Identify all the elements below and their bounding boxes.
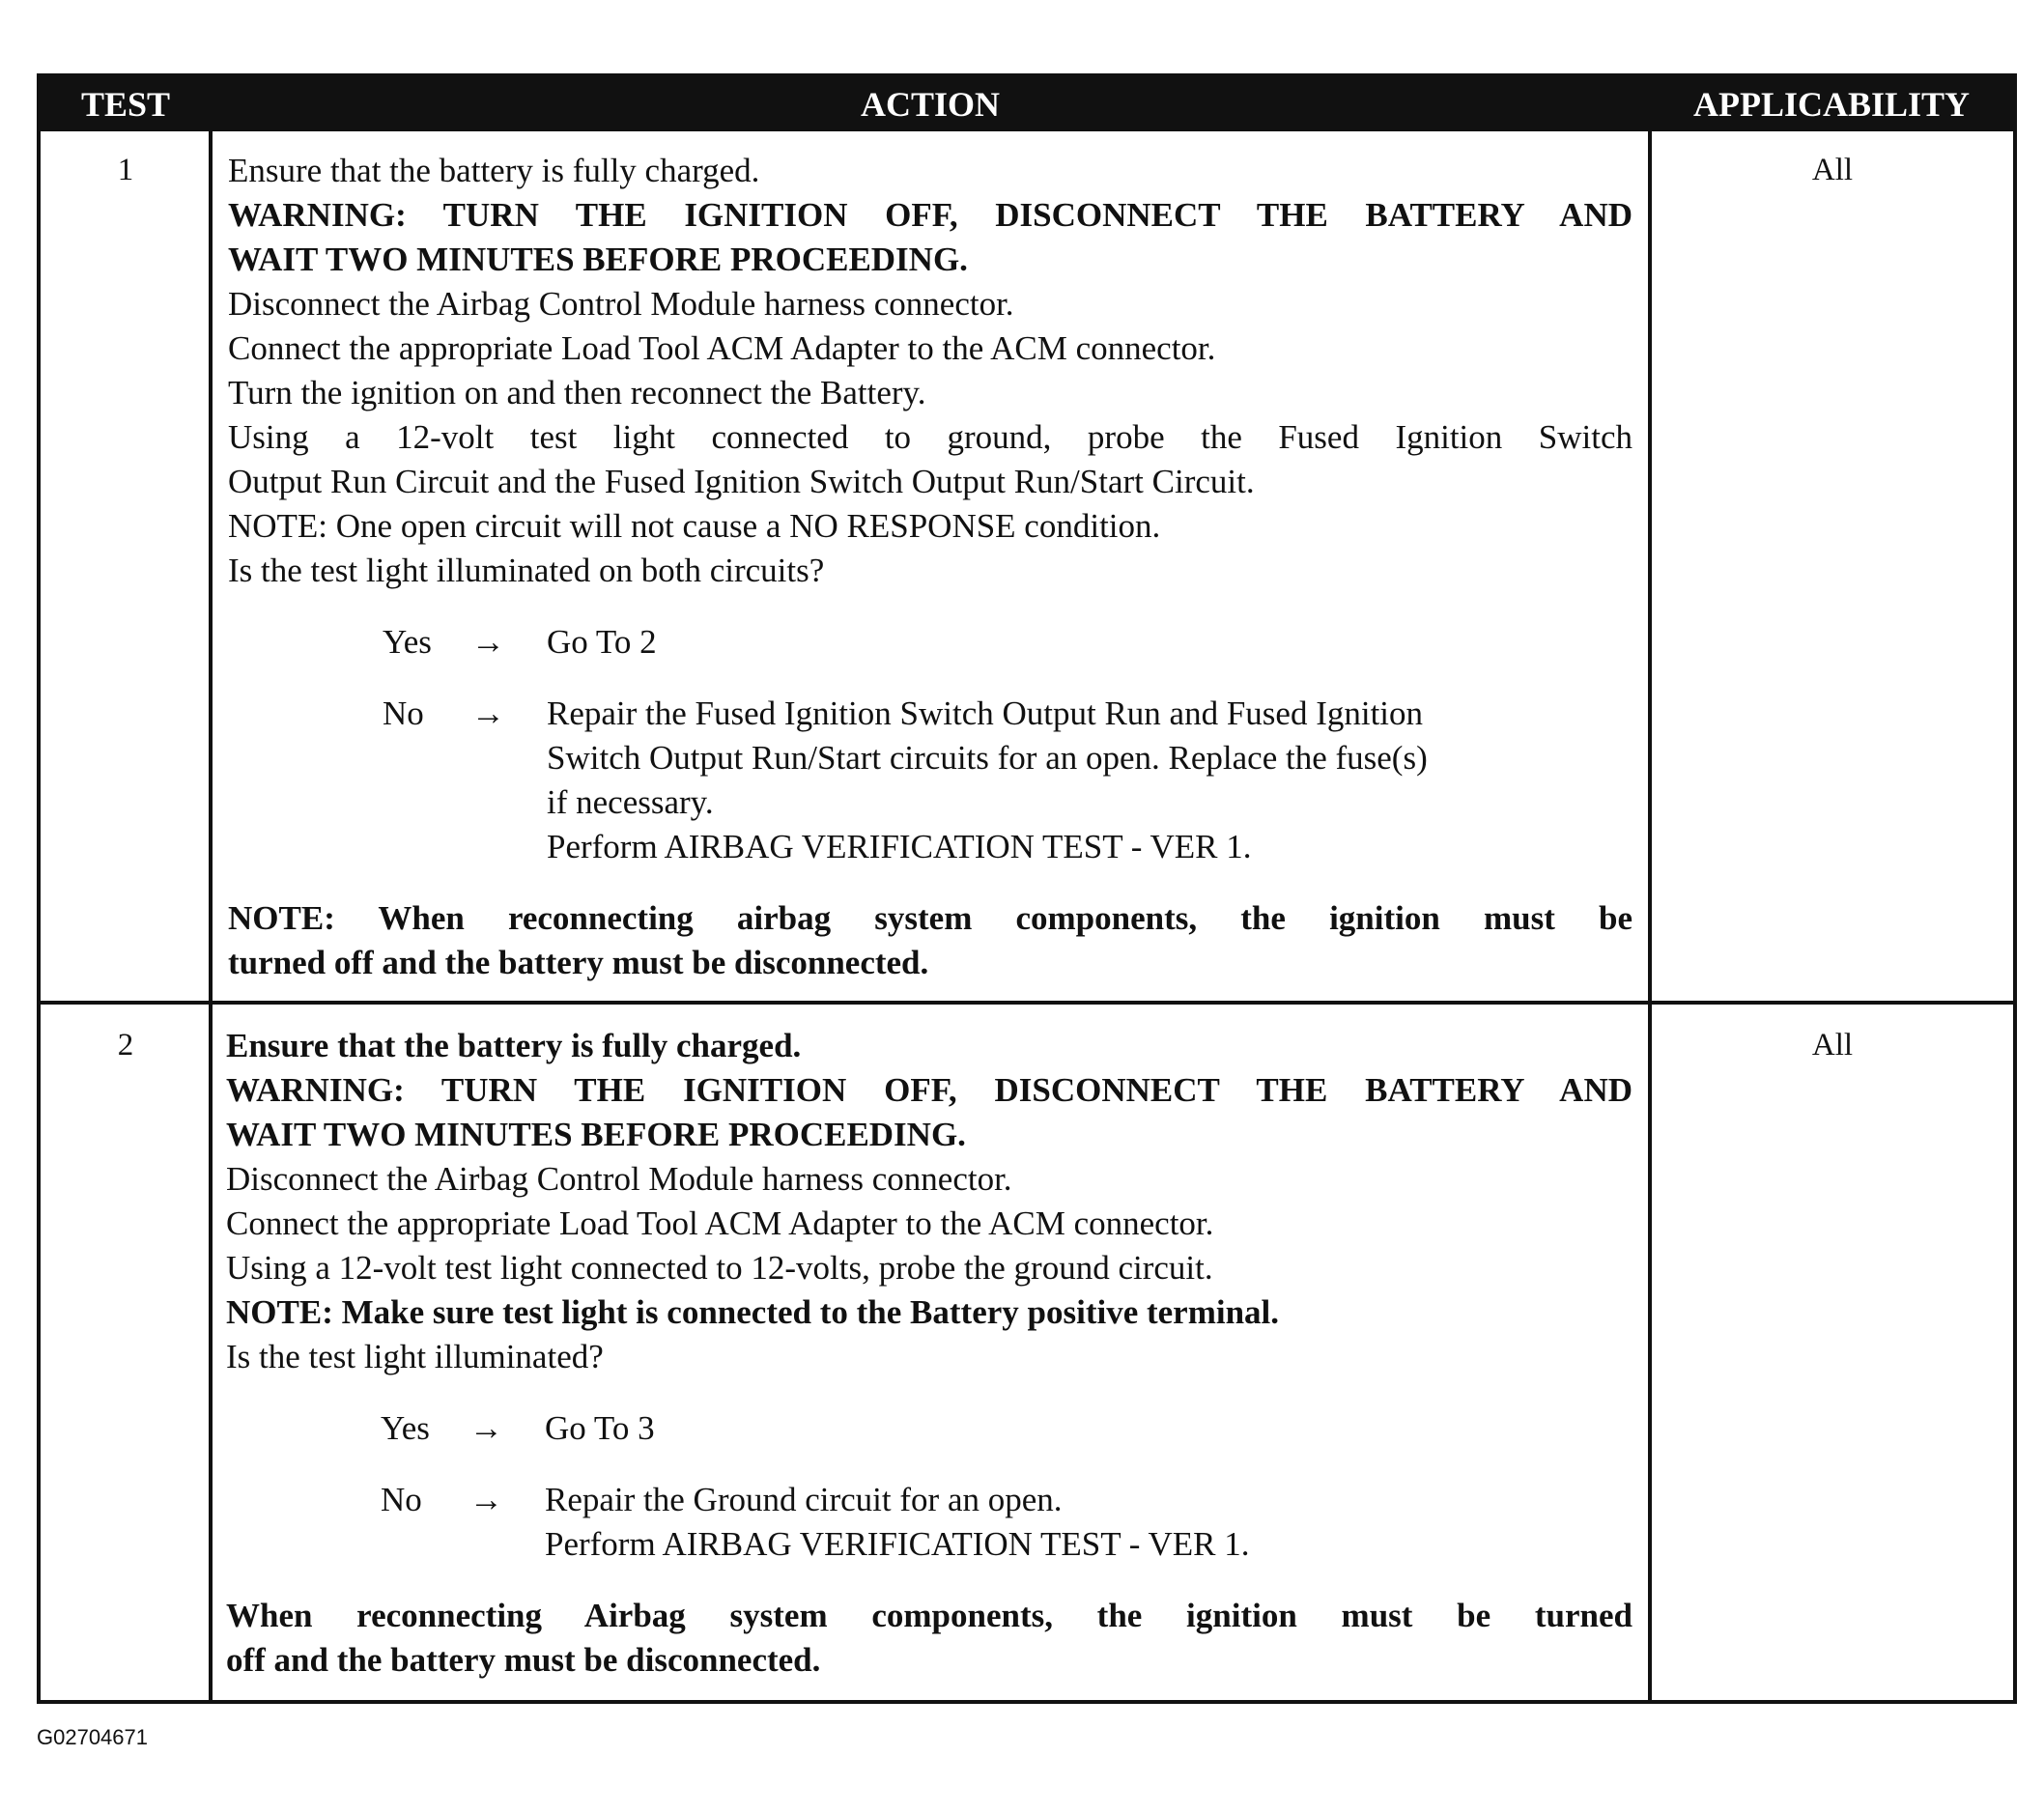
warning-line: WARNING: TURN THE IGNITION OFF, DISCONNECT THE BATTERY AND	[228, 196, 1632, 234]
action-line: Disconnect the Airbag Control Module harness connector.	[228, 285, 1014, 323]
no-result: Repair the Fused Ignition Switch Output Run and Fused Ignition	[547, 694, 1424, 732]
action-line: Output Run Circuit and the Fused Ignition Switch Output Run/Start Circuit.	[228, 463, 1255, 500]
note-line: NOTE: When reconnecting airbag system components, the ignition must be	[228, 899, 1632, 937]
arrow-right-icon: →	[471, 694, 505, 732]
applicability-2: All	[1811, 1028, 1854, 1062]
action-line: Ensure that the battery is fully charged.	[226, 1027, 802, 1064]
yes-label: Yes	[383, 623, 432, 661]
header-test: TEST	[80, 85, 171, 124]
warning-line: WAIT TWO MINUTES BEFORE PROCEEDING.	[226, 1116, 966, 1153]
arrow-right-icon: →	[469, 1481, 503, 1518]
action-line: Connect the appropriate Load Tool ACM Adapter to the ACM connector.	[228, 329, 1216, 367]
action-line: Disconnect the Airbag Control Module harness connector.	[226, 1160, 1012, 1198]
action-line: Connect the appropriate Load Tool ACM Adapter to the ACM connector.	[226, 1204, 1214, 1242]
header-applicability: APPLICABILITY	[1692, 85, 1971, 124]
action-line: Turn the ignition on and then reconnect the Battery.	[228, 374, 926, 411]
no-result: if necessary.	[547, 783, 714, 821]
note-line: When reconnecting Airbag system components, the ignition must be turned	[226, 1597, 1632, 1634]
no-result: Repair the Ground circuit for an open.	[545, 1481, 1063, 1518]
row-divider	[41, 1001, 2013, 1005]
yes-result: Go To 3	[545, 1409, 655, 1447]
no-result: Perform AIRBAG VERIFICATION TEST - VER 1.	[547, 828, 1252, 865]
note-line: turned off and the battery must be disconnected.	[228, 944, 929, 981]
action-line: NOTE: One open circuit will not cause a NO RESPONSE condition.	[228, 507, 1161, 545]
arrow-right-icon: →	[469, 1409, 503, 1447]
yes-branch-1	[228, 620, 1632, 665]
table-header-row	[41, 77, 2013, 131]
no-result: Perform AIRBAG VERIFICATION TEST - VER 1.	[545, 1525, 1250, 1563]
note-line: off and the battery must be disconnected.	[226, 1641, 821, 1679]
action-line: Ensure that the battery is fully charged.	[228, 152, 760, 189]
test-number-2: 2	[117, 1028, 134, 1062]
no-result: Switch Output Run/Start circuits for an open. Replace the fuse(s)	[547, 739, 1428, 777]
warning-line: WAIT TWO MINUTES BEFORE PROCEEDING.	[228, 241, 968, 278]
header-action: ACTION	[860, 85, 1001, 124]
figure-id: G02704671	[37, 1725, 148, 1749]
no-label: No	[381, 1481, 422, 1518]
yes-label: Yes	[381, 1409, 430, 1447]
action-line: Is the test light illuminated on both circuits?	[228, 552, 825, 589]
no-label: No	[383, 694, 424, 732]
column-divider-test	[209, 131, 213, 1700]
arrow-right-icon: →	[471, 623, 505, 661]
yes-result: Go To 2	[547, 623, 657, 661]
action-line: Using a 12-volt test light connected to ground, probe the Fused Ignition Switch	[228, 418, 1632, 456]
yes-branch-2	[226, 1406, 1632, 1451]
column-divider-applicability	[1648, 131, 1652, 1700]
action-line: Using a 12-volt test light connected to 12-volts, probe the ground circuit.	[226, 1249, 1213, 1287]
diagnostic-test-table	[37, 73, 2017, 1704]
action-line: Is the test light illuminated?	[226, 1338, 604, 1375]
action-cell-2	[226, 1024, 1632, 1683]
no-branch-2	[226, 1478, 1632, 1567]
action-cell-1	[228, 149, 1632, 985]
no-branch-1	[228, 692, 1632, 869]
applicability-1: All	[1811, 153, 1854, 187]
warning-line: WARNING: TURN THE IGNITION OFF, DISCONNECT THE BATTERY AND	[226, 1071, 1632, 1109]
note-line: NOTE: Make sure test light is connected to the Battery positive terminal.	[226, 1293, 1280, 1331]
test-number-1: 1	[117, 153, 134, 187]
